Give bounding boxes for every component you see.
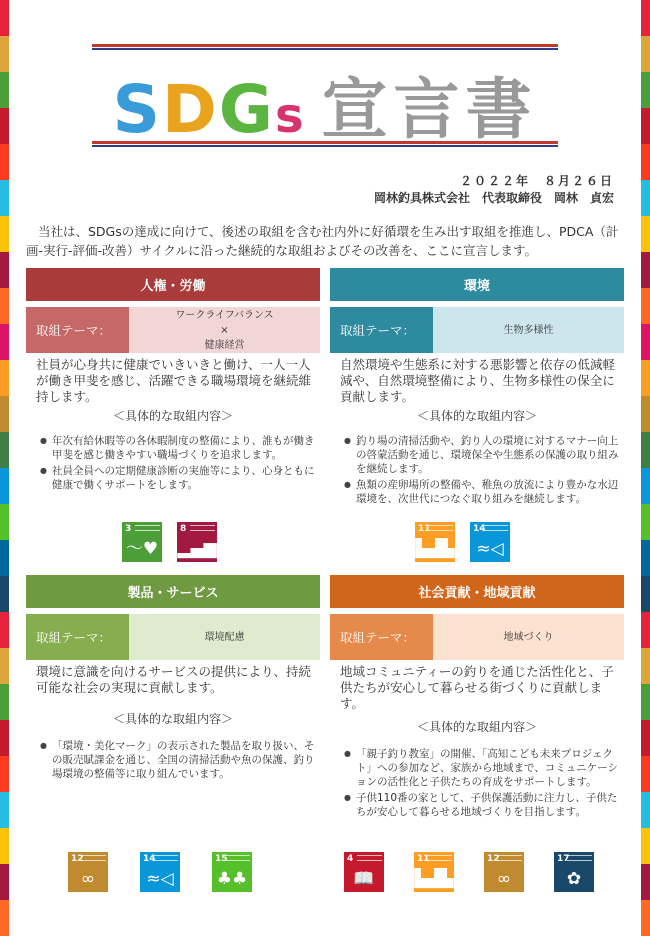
sdg-goal-12-infinity-icon bbox=[68, 852, 108, 892]
action-item: ● 魚類の産卵場所の整備や、稚魚の放流により豊かな水辺環境を、次世代につなぐ取り組みを継続します。 bbox=[344, 478, 624, 506]
title-letter: G bbox=[218, 71, 275, 148]
sdg-goal-4-book-icon bbox=[344, 852, 384, 892]
sdg-goal-15-tree-icon bbox=[212, 852, 252, 892]
theme-label: 取組テーマ： bbox=[26, 307, 129, 353]
book-icon: 📖 bbox=[353, 869, 375, 889]
stripe-segment bbox=[641, 216, 650, 252]
growth-chart-icon: ▂▄▆ bbox=[177, 539, 217, 559]
intro-paragraph: 当社は、SDGsの達成に向けて、後述の取組を含む社内外に好循環を生み出す取組を推進し、PDCA（計画-実行-評価-改善）サイクルに沿った継続的な取組およびその改善を、ここに宣言します。 bbox=[26, 224, 619, 258]
city-icon: ▙▟▙ bbox=[414, 869, 454, 889]
company-signature: 岡林釣具株式会社 代表取締役 岡林 貞宏 bbox=[373, 191, 614, 205]
goal-caption-lines bbox=[190, 525, 215, 531]
sdg-goal-11-city-icon bbox=[415, 522, 455, 562]
section-environment bbox=[330, 268, 624, 508]
goal-caption-lines bbox=[567, 855, 592, 861]
page-title bbox=[92, 56, 558, 151]
goal-icons-community bbox=[344, 852, 594, 892]
stripe-segment bbox=[0, 36, 9, 72]
section-heading: 人権・労働 bbox=[26, 268, 320, 301]
stripe-segment bbox=[641, 396, 650, 432]
goal-caption-lines bbox=[81, 855, 106, 861]
goal-number: 15 bbox=[215, 854, 228, 864]
declaration-date: ２０２２年 ８月２６日 bbox=[459, 174, 614, 188]
stripe-segment bbox=[641, 324, 650, 360]
stripe-segment bbox=[0, 684, 9, 720]
stripe-segment bbox=[641, 36, 650, 72]
stripe-segment bbox=[641, 648, 650, 684]
theme-row bbox=[26, 614, 320, 660]
left-color-stripe bbox=[0, 0, 9, 939]
goal-number: 14 bbox=[143, 854, 156, 864]
stripe-segment bbox=[0, 900, 9, 936]
stripe-segment bbox=[641, 468, 650, 504]
goal-caption-lines bbox=[135, 525, 160, 531]
goal-number: 4 bbox=[347, 854, 354, 864]
theme-value: 地域づくり bbox=[433, 614, 624, 660]
goal-number: 14 bbox=[473, 524, 486, 534]
tree-icon: ♣♣ bbox=[216, 869, 248, 889]
stripe-segment bbox=[641, 252, 650, 288]
sdg-goal-12-infinity-icon bbox=[484, 852, 524, 892]
title-sdgs bbox=[112, 71, 305, 148]
stripe-segment bbox=[0, 0, 9, 36]
stripe-segment bbox=[0, 864, 9, 900]
action-item: ● 年次有給休暇等の各休暇制度の整備により、誰もが働き甲斐を感じ働きやすい職場づくりを追求します。 bbox=[40, 434, 320, 462]
goal-icons-human-rights bbox=[122, 522, 217, 562]
section-description: 社員が心身共に健康でいきいきと働け、一人一人が働き甲斐を感じ、活躍できる職場環境を継続維持します。 bbox=[36, 357, 312, 404]
stripe-segment bbox=[0, 72, 9, 108]
theme-value: ワークライフバランス × 健康経営 bbox=[129, 307, 320, 353]
theme-row bbox=[330, 307, 624, 353]
title-letter: D bbox=[161, 71, 219, 148]
partnership-icon: ✿ bbox=[566, 869, 582, 889]
actions-subheading: ＜具体的な取組内容＞ bbox=[112, 712, 233, 726]
infinity-icon: ∞ bbox=[496, 869, 512, 889]
sdg-goal-14-fish-icon bbox=[470, 522, 510, 562]
actions-subheading: ＜具体的な取組内容＞ bbox=[112, 409, 233, 423]
stripe-segment bbox=[0, 432, 9, 468]
stripe-segment bbox=[0, 252, 9, 288]
city-icon: ▙▟▙ bbox=[415, 539, 455, 559]
stripe-segment bbox=[641, 144, 650, 180]
stripe-segment bbox=[641, 792, 650, 828]
actions-list bbox=[330, 434, 624, 506]
stripe-segment bbox=[0, 720, 9, 756]
theme-row bbox=[330, 614, 624, 660]
stripe-segment bbox=[641, 576, 650, 612]
section-human-rights bbox=[26, 268, 320, 494]
stripe-segment bbox=[0, 540, 9, 576]
stripe-segment bbox=[0, 360, 9, 396]
top-rule-blue bbox=[92, 48, 558, 50]
infinity-icon: ∞ bbox=[80, 869, 96, 889]
section-description: 地域コミュニティーの釣りを通じた活性化と、子供たちが安心して暮らせる街づくりに貢献します。 bbox=[340, 664, 614, 711]
action-item: ● 「親子釣り教室」の開催、「高知こども未来プロジェクト」への参加など、家族から地域まで、コミュニケーションの活性化と子供たちの育成をサポートします。 bbox=[344, 747, 624, 789]
theme-value: 生物多様性 bbox=[433, 307, 624, 353]
title-letter: s bbox=[274, 88, 306, 144]
goal-icons-products-services bbox=[68, 852, 252, 892]
goal-caption-lines bbox=[497, 855, 522, 861]
action-item: ● 「環境・美化マーク」の表示された製品を取り扱い、その販売賦課金を通じ、全国の清掃活動や魚の保護、釣り場環境の整備等に取り組んでいます。 bbox=[40, 739, 320, 781]
goal-number: 3 bbox=[125, 524, 132, 534]
sdg-goal-8-growth-chart-icon bbox=[177, 522, 217, 562]
stripe-segment bbox=[641, 360, 650, 396]
section-heading: 製品・サービス bbox=[26, 575, 320, 608]
actions-subheading: ＜具体的な取組内容＞ bbox=[416, 720, 537, 734]
stripe-segment bbox=[641, 540, 650, 576]
theme-row bbox=[26, 307, 320, 353]
stripe-segment bbox=[0, 180, 9, 216]
sdg-goal-3-heart-pulse-icon bbox=[122, 522, 162, 562]
goal-caption-lines bbox=[427, 855, 452, 861]
stripe-segment bbox=[641, 900, 650, 936]
stripe-segment bbox=[0, 288, 9, 324]
fish-icon: ≈◁ bbox=[146, 869, 174, 889]
actions-list bbox=[26, 434, 320, 492]
goal-number: 11 bbox=[417, 854, 430, 864]
goal-number: 12 bbox=[71, 854, 84, 864]
goal-caption-lines bbox=[483, 525, 508, 531]
goal-caption-lines bbox=[428, 525, 453, 531]
stripe-segment bbox=[0, 792, 9, 828]
sdg-goal-14-fish-icon bbox=[140, 852, 180, 892]
section-description: 環境に意識を向けるサービスの提供により、持続可能な社会の実現に貢献します。 bbox=[36, 664, 312, 695]
goal-icons-environment bbox=[415, 522, 510, 562]
goal-number: 8 bbox=[180, 524, 187, 534]
action-item: ● 社員全員への定期健康診断の実施等により、心身ともに健康で働くサポートをします。 bbox=[40, 464, 320, 492]
stripe-segment bbox=[641, 720, 650, 756]
title-kanji: 宣言書 bbox=[321, 71, 538, 148]
stripe-segment bbox=[641, 756, 650, 792]
theme-label: 取組テーマ： bbox=[330, 307, 433, 353]
stripe-segment bbox=[0, 396, 9, 432]
stripe-segment bbox=[0, 324, 9, 360]
stripe-segment bbox=[0, 108, 9, 144]
stripe-segment bbox=[0, 828, 9, 864]
action-item: ● 子供110番の家として、子供保護活動に注力し、子供たちが安心して暮らせる地域づくりを目指します。 bbox=[344, 791, 624, 819]
stripe-segment bbox=[0, 612, 9, 648]
sdg-goal-17-partnership-icon bbox=[554, 852, 594, 892]
theme-value: 環境配慮 bbox=[129, 614, 320, 660]
title-letter: S bbox=[112, 71, 162, 148]
fish-icon: ≈◁ bbox=[476, 539, 504, 559]
stripe-segment bbox=[0, 504, 9, 540]
stripe-segment bbox=[0, 756, 9, 792]
actions-list bbox=[26, 739, 320, 781]
goal-number: 17 bbox=[557, 854, 570, 864]
top-rule-red bbox=[92, 44, 558, 47]
goal-number: 11 bbox=[418, 524, 431, 534]
section-heading: 社会貢献・地域貢献 bbox=[330, 575, 624, 608]
actions-subheading: ＜具体的な取組内容＞ bbox=[416, 409, 537, 423]
stripe-segment bbox=[641, 864, 650, 900]
section-community bbox=[330, 575, 624, 821]
action-item: ● 釣り場の清掃活動や、釣り人の環境に対するマナー向上の啓蒙活動を通じ、環境保全や生態系の保護の取り組みを継続します。 bbox=[344, 434, 624, 476]
theme-label: 取組テーマ： bbox=[26, 614, 129, 660]
stripe-segment bbox=[641, 108, 650, 144]
goal-caption-lines bbox=[357, 855, 382, 861]
stripe-segment bbox=[0, 576, 9, 612]
stripe-segment bbox=[0, 468, 9, 504]
section-products-services bbox=[26, 575, 320, 783]
stripe-segment bbox=[641, 288, 650, 324]
section-description: 自然環境や生態系に対する悪影響と依存の低減軽減や、自然環境整備により、生物多様性の保全に貢献します。 bbox=[340, 357, 616, 404]
stripe-segment bbox=[641, 180, 650, 216]
theme-label: 取組テーマ： bbox=[330, 614, 433, 660]
stripe-segment bbox=[641, 0, 650, 36]
stripe-segment bbox=[0, 216, 9, 252]
stripe-segment bbox=[641, 504, 650, 540]
stripe-segment bbox=[0, 144, 9, 180]
stripe-segment bbox=[641, 72, 650, 108]
stripe-segment bbox=[641, 432, 650, 468]
section-heading: 環境 bbox=[330, 268, 624, 301]
right-color-stripe bbox=[641, 0, 650, 939]
stripe-segment bbox=[641, 684, 650, 720]
goal-number: 12 bbox=[487, 854, 500, 864]
stripe-segment bbox=[0, 648, 9, 684]
heart-pulse-icon: 〜♥ bbox=[125, 539, 159, 559]
stripe-segment bbox=[641, 612, 650, 648]
actions-list bbox=[330, 747, 624, 819]
sdg-goal-11-city-icon bbox=[414, 852, 454, 892]
goal-caption-lines bbox=[153, 855, 178, 861]
stripe-segment bbox=[641, 828, 650, 864]
goal-caption-lines bbox=[225, 855, 250, 861]
